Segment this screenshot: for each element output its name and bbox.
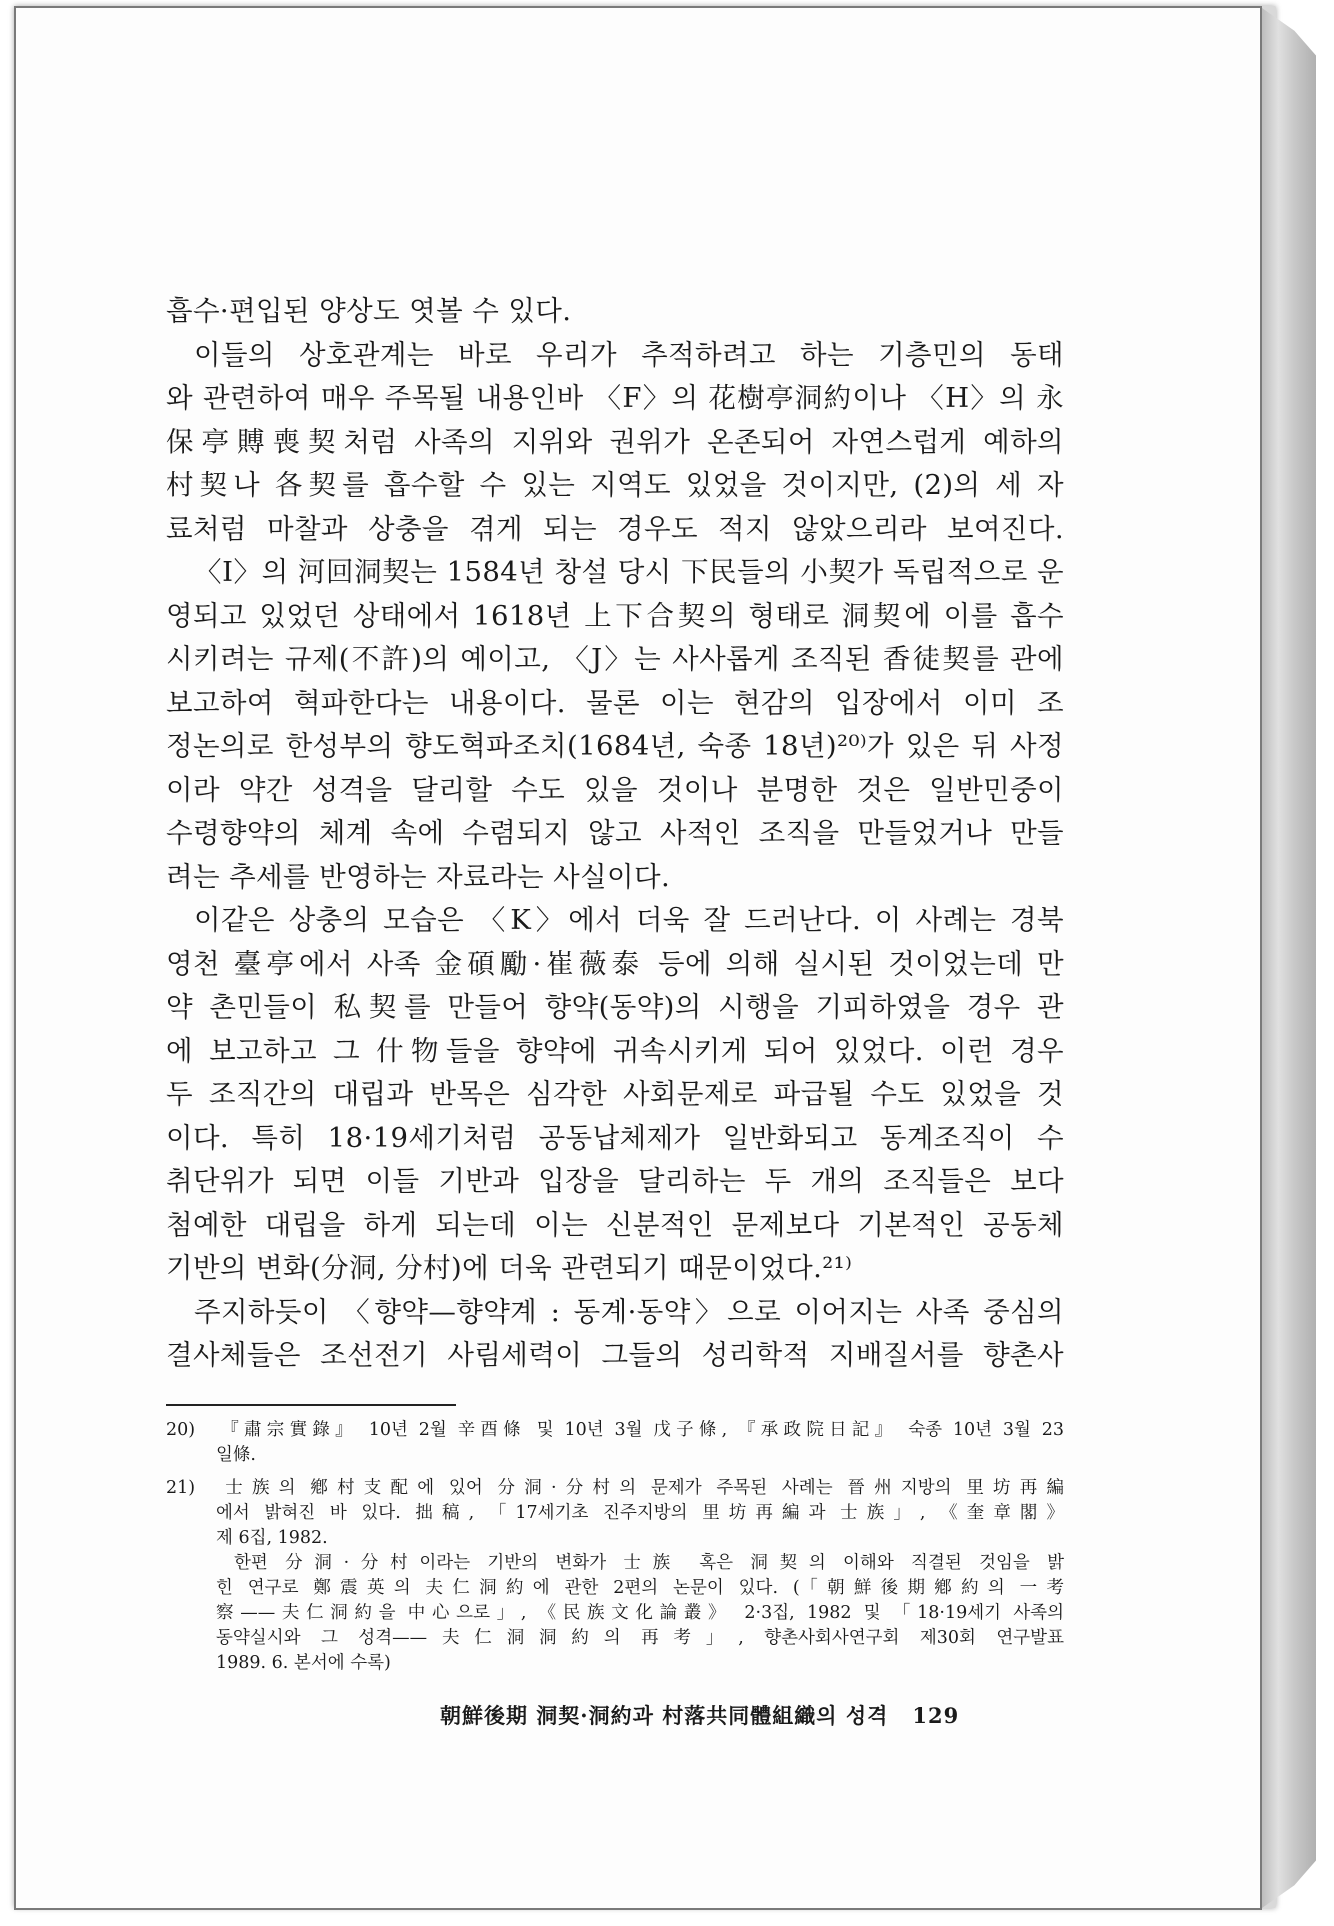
body-line: 취단위가 되면 이들 기반과 입장을 달리하는 두 개의 조직들은 보다 bbox=[166, 1165, 1064, 1197]
body-line: 영되고 있었던 상태에서 1618년 上下合契의 형태로 洞契에 이를 흡수 bbox=[166, 599, 1064, 632]
footnote-text: 동약실시와 그 성격——夫仁洞洞約의 再考」, 향촌사회사연구회 제30회 연구발표 bbox=[216, 1627, 1064, 1648]
body-line: 기반의 변화(分洞, 分村)에 더욱 관련되기 때문이었다.²¹⁾ bbox=[166, 1252, 853, 1284]
footnote-text: 힌 연구로 鄭震英의 夫仁洞約에 관한 2편의 논문이 있다. (「朝鮮後期鄕約의 一考 bbox=[216, 1577, 1064, 1598]
body-line: 료처럼 마찰과 상충을 겪게 되는 경우도 적지 않았으리라 보여진다. bbox=[166, 512, 1064, 545]
footnote-text: 『肅宗實錄』 10년 2월 辛酉條 및 10년 3월 戊子條, 『承政院日記』 숙종 10년 3월 23 bbox=[216, 1419, 1064, 1440]
footnote-number: 20) bbox=[166, 1419, 196, 1440]
body-line: 약 촌민들이 私契를 만들어 향약(동약)의 시행을 기피하였을 경우 관 bbox=[166, 991, 1064, 1023]
running-head-title: 朝鮮後期 洞契·洞約과 村落共同體組織의 성격 bbox=[440, 1703, 889, 1728]
body-line: 두 조직간의 대립과 반목은 심각한 사회문제로 파급될 수도 있었을 것 bbox=[166, 1078, 1064, 1110]
body-line: 결사체들은 조선전기 사림세력이 그들의 성리학적 지배질서를 향촌사 bbox=[166, 1339, 1064, 1371]
body-line: 이같은 상충의 모습은 〈K〉에서 더욱 잘 드러난다. 이 사례는 경북 bbox=[194, 904, 1064, 936]
page-number: 129 bbox=[912, 1703, 960, 1728]
body-line: 수령향약의 체계 속에 수렴되지 않고 사적인 조직을 만들었거나 만들 bbox=[166, 817, 1064, 849]
footnote-20 bbox=[166, 1418, 1064, 1468]
footnote-number: 21) bbox=[166, 1477, 196, 1498]
footnote-text: 察——夫仁洞約을 中心으로」, 《民族文化論叢》 2·3집, 1982 및 「18·19세기 사족의 bbox=[216, 1602, 1064, 1623]
footnote-text: 일條. bbox=[216, 1444, 256, 1465]
body-line: 〈I〉의 河回洞契는 1584년 창설 당시 下民들의 小契가 독립적으로 운 bbox=[194, 556, 1064, 588]
body-line: 흡수·편입된 양상도 엿볼 수 있다. bbox=[166, 295, 572, 327]
body-line: 이다. 특히 18·19세기처럼 공동납체제가 일반화되고 동계조직이 수 bbox=[166, 1121, 1064, 1154]
footnote-text: 士族의 鄕村支配에 있어 分洞·分村의 문제가 주목된 사례는 晉州지방의 里坊再編 bbox=[216, 1477, 1064, 1498]
footnote-text: 1989. 6. 본서에 수록) bbox=[216, 1652, 391, 1673]
body-line: 정논의로 한성부의 향도혁파조치(1684년, 숙종 18년)²⁰⁾가 있은 뒤 사정 bbox=[166, 730, 1064, 762]
body-line: 첨예한 대립을 하게 되는데 이는 신분적인 문제보다 기본적인 공동체 bbox=[166, 1208, 1064, 1241]
page-content bbox=[166, 290, 1064, 1676]
body-line: 에 보고하고 그 什物들을 향약에 귀속시키게 되어 있었다. 이런 경우 bbox=[166, 1034, 1064, 1067]
body-line: 保亭賻喪契처럼 사족의 지위와 권위가 온존되어 자연스럽게 예하의 bbox=[166, 425, 1064, 458]
body-line: 와 관련하여 매우 주목될 내용인바 〈F〉의 花樹亭洞約이나 〈H〉의 永 bbox=[166, 382, 1064, 414]
footnote-21 bbox=[166, 1476, 1064, 1676]
body-line: 려는 추세를 반영하는 자료라는 사실이다. bbox=[166, 860, 671, 893]
body-line: 보고하여 혁파한다는 내용이다. 물론 이는 현감의 입장에서 이미 조 bbox=[166, 686, 1064, 719]
body-line: 村契나 各契를 흡수할 수 있는 지역도 있었을 것이지만, (2)의 세 자 bbox=[166, 469, 1064, 501]
footnote-text: 한편 分洞·分村이라는 기반의 변화가 士族 혹은 洞契의 이해와 직결된 것임을 밝 bbox=[234, 1552, 1064, 1573]
footnote-text: 제 6집, 1982. bbox=[216, 1527, 328, 1548]
body-line: 영천 臺亭에서 사족 金碩勵·崔薇泰 등에 의해 실시된 것이었는데 만 bbox=[166, 947, 1064, 980]
page-edge bbox=[1262, 8, 1316, 1908]
running-head bbox=[440, 1700, 959, 1730]
footnote-rule bbox=[166, 1404, 456, 1406]
body-line: 이라 약간 성격을 달리할 수도 있을 것이나 분명한 것은 일반민중이 bbox=[166, 773, 1064, 806]
body-line: 주지하듯이 〈향약—향약계 : 동계·동약〉으로 이어지는 사족 중심의 bbox=[194, 1295, 1064, 1328]
body-line: 시키려는 규제(不許)의 예이고, 〈J〉는 사사롭게 조직된 香徒契를 관에 bbox=[166, 643, 1064, 675]
footnote-text: 에서 밝혀진 바 있다. 拙稿, 「17세기초 진주지방의 里坊再編과 士族」, 《奎章閣》 bbox=[216, 1502, 1064, 1523]
body-line: 이들의 상호관계는 바로 우리가 추적하려고 하는 기층민의 동태 bbox=[194, 338, 1064, 371]
